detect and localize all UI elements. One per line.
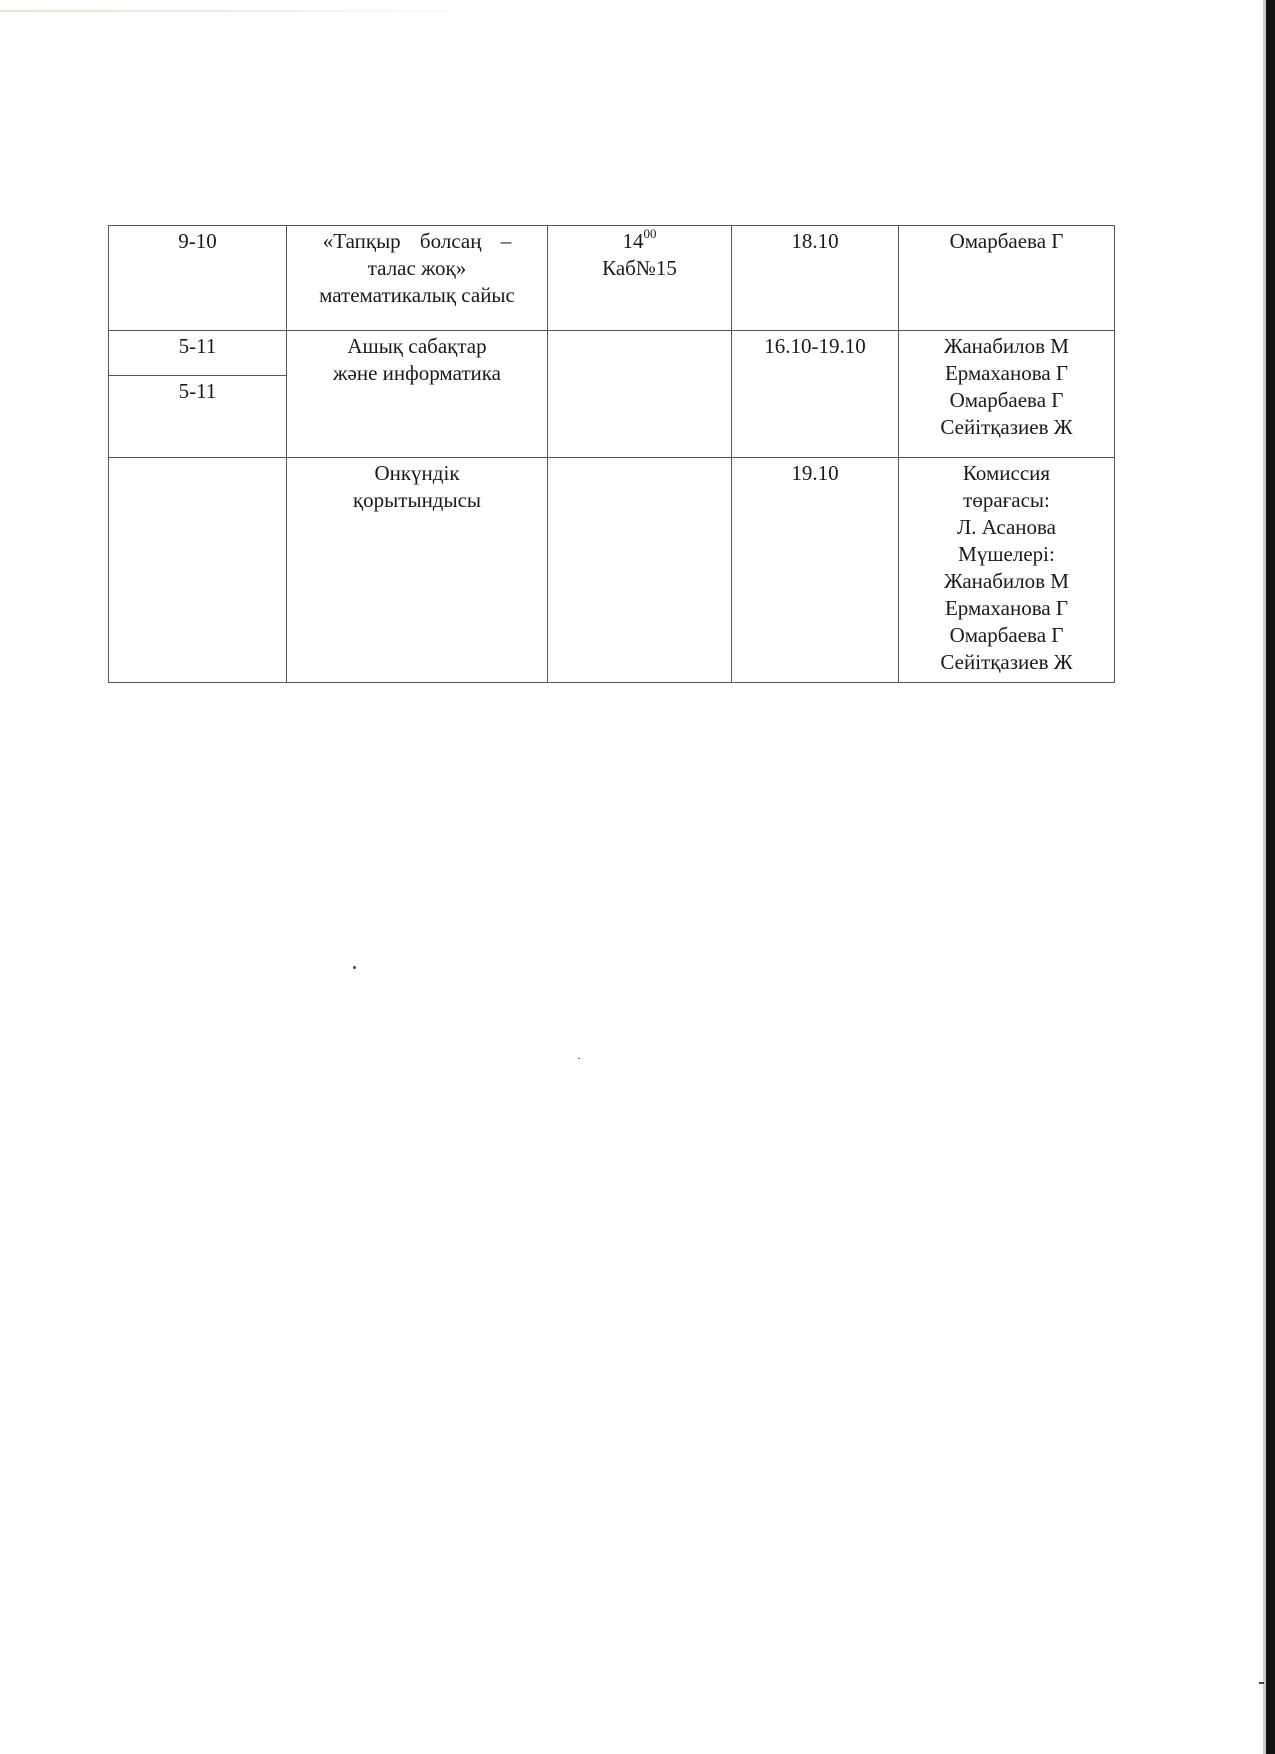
event-cell — [287, 226, 548, 331]
scan-edge-top — [0, 10, 500, 12]
responsible-line: Жанабилов М — [944, 569, 1069, 593]
responsible-line: Л. Асанова — [957, 515, 1056, 539]
responsible-cell — [899, 226, 1115, 331]
event-line: Ашық сабақтар — [347, 334, 487, 358]
table-row — [109, 458, 1115, 683]
event-line: математикалық сайыс — [319, 283, 515, 307]
grade-text: 5-11 — [178, 379, 217, 403]
table-row — [109, 226, 1115, 331]
event-schedule-table — [108, 225, 1115, 683]
time-text — [552, 228, 727, 255]
responsible-line: Ермаханова Г — [944, 596, 1069, 620]
scan-speck — [353, 966, 356, 969]
event-line: «Тапқыр болсаң – — [322, 229, 512, 253]
date-cell — [732, 331, 899, 458]
grade-text: 5-11 — [178, 334, 217, 358]
responsible-line: Омарбаева Г — [949, 623, 1064, 647]
responsible-line: Жанабилов М — [944, 334, 1069, 358]
responsible-line: Сейітқазиев Ж — [940, 650, 1073, 674]
responsible-line: төрағасы: — [963, 488, 1050, 512]
event-cell — [287, 458, 548, 683]
event-cell — [287, 331, 548, 458]
date-text: 18.10 — [791, 229, 839, 253]
date-cell — [732, 226, 899, 331]
grade-text: 9-10 — [178, 229, 217, 253]
grade-cell — [109, 458, 287, 683]
date-text: 16.10-19.10 — [764, 334, 866, 358]
event-line: қорытындысы — [352, 488, 482, 512]
time-hours: 14 — [622, 229, 644, 253]
date-cell — [732, 458, 899, 683]
grade-cell — [109, 226, 287, 331]
responsible-line: Комиссия — [962, 461, 1051, 485]
room-text: Каб№15 — [602, 256, 677, 280]
responsible-line: Омарбаева Г — [949, 388, 1064, 412]
event-line: және информатика — [333, 361, 501, 385]
event-line: Онкүндік — [374, 461, 460, 485]
scan-edge-right — [1266, 0, 1275, 1754]
scan-speck — [1259, 1682, 1264, 1684]
responsible-line: Ермаханова Г — [944, 361, 1069, 385]
responsible-line: Омарбаева Г — [949, 229, 1064, 253]
scan-speck — [578, 1058, 580, 1059]
grade-cell — [109, 376, 287, 458]
responsible-line: Сейітқазиев Ж — [940, 415, 1073, 439]
time-minutes: 00 — [643, 226, 657, 241]
responsible-line: Мүшелері: — [958, 542, 1055, 566]
grade-cell — [109, 331, 287, 376]
date-text: 19.10 — [791, 461, 839, 485]
responsible-cell — [899, 458, 1115, 683]
event-line: талас жоқ» — [367, 256, 467, 280]
table-row — [109, 331, 1115, 376]
responsible-cell — [899, 331, 1115, 458]
time-room-cell — [548, 331, 732, 458]
time-room-cell — [548, 226, 732, 331]
time-room-cell — [548, 458, 732, 683]
